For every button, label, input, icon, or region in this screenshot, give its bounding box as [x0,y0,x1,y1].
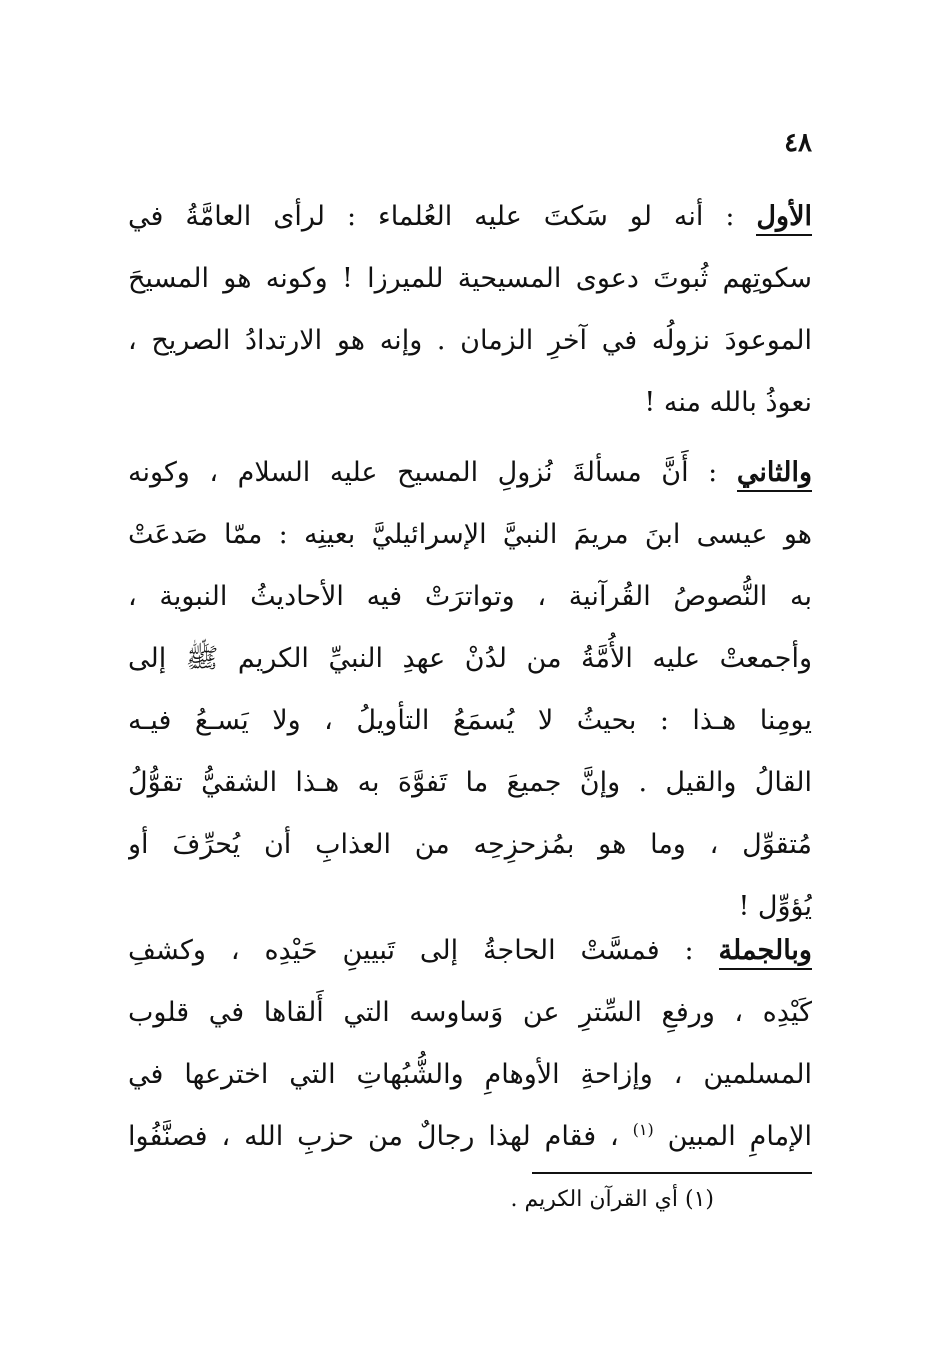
paragraph-line: يومِنا هـذا : بحيثُ لا يُسمَعُ التأويلُ ، ولا يَسـعُ فيـه [128,705,812,736]
paragraph-line: الإمامِ المبين $^{(١)}$ ، فقام لهذا رجالٌ من حزبِ الله ، فصنَّفُوا [128,1120,812,1152]
paragraph-lead-word: وبالجملة [719,935,812,970]
paragraph-line: الموعودَ نزولُه في آخرِ الزمان . وإنه هو الارتدادُ الصريح ، [128,325,812,356]
paragraph-line: مُتقوِّل ، وما هو بمُزحزِحِه من العذابِ أن يُحرِّفَ أو [128,829,812,860]
paragraph-line: كَيْدِه ، ورفعِ السِّترِ عن وَساوسه التي أَلقاها في قلوب [128,997,812,1028]
paragraph-line: هو عيسى ابنَ مريمَ النبيَّ الإسرائيليَّ بعينِه : ممّا صَدعَتْ [128,519,812,550]
footnote-reference: (١) [632,1120,654,1139]
paragraph-line: يُؤوِّل ! [738,891,812,922]
paragraph-lead-word: والثاني [737,457,812,492]
paragraph-line: به النُّصوصُ القُرآنية ، وتواترَتْ فيه الأحاديثُ النبوية ، [128,581,812,612]
paragraph-line: والثاني : أَنَّ مسألةَ نُزولِ المسيح عليه السلام ، وكونه [128,442,812,504]
paragraph-line: نعوذُ بالله منه ! [644,387,812,418]
paragraph-line: المسلمين ، وإزاحةِ الأوهامِ والشُّبُهاتِ التي اخترعها في [128,1059,812,1090]
paragraph-line: سكوتِهم ثُبوتَ دعوى المسيحية للميرزا ! وكونه هو المسيحَ [128,263,812,294]
paragraph-first [128,186,812,434]
paragraph-second [128,442,812,938]
paragraph-line: القالُ والقيل . وإنَّ جميعَ ما تَفوَّهَ به هـذا الشقيُّ تقوُّلُ [128,767,812,798]
paragraph-lead-word: الأول [756,201,812,236]
paragraph-third [128,920,812,1168]
footnote-divider [532,1172,812,1174]
page-number: ٤٨ [784,128,812,158]
paragraph-line: وبالجملة : فمسَّتْ الحاجةُ إلى تَبيينِ حَيْدِه ، وكشفِ [128,920,812,982]
paragraph-line: الأول : أنه لو سَكتَ عليه العُلماء : لرأى العامَّةُ في [128,186,812,248]
paragraph-line: وأجمعتْ عليه الأُمَّةُ من لدُنْ عهدِ النبيِّ الكريم ﷺ إلى [128,643,812,674]
footnote: (١) أي القرآن الكريم . [510,1187,714,1212]
